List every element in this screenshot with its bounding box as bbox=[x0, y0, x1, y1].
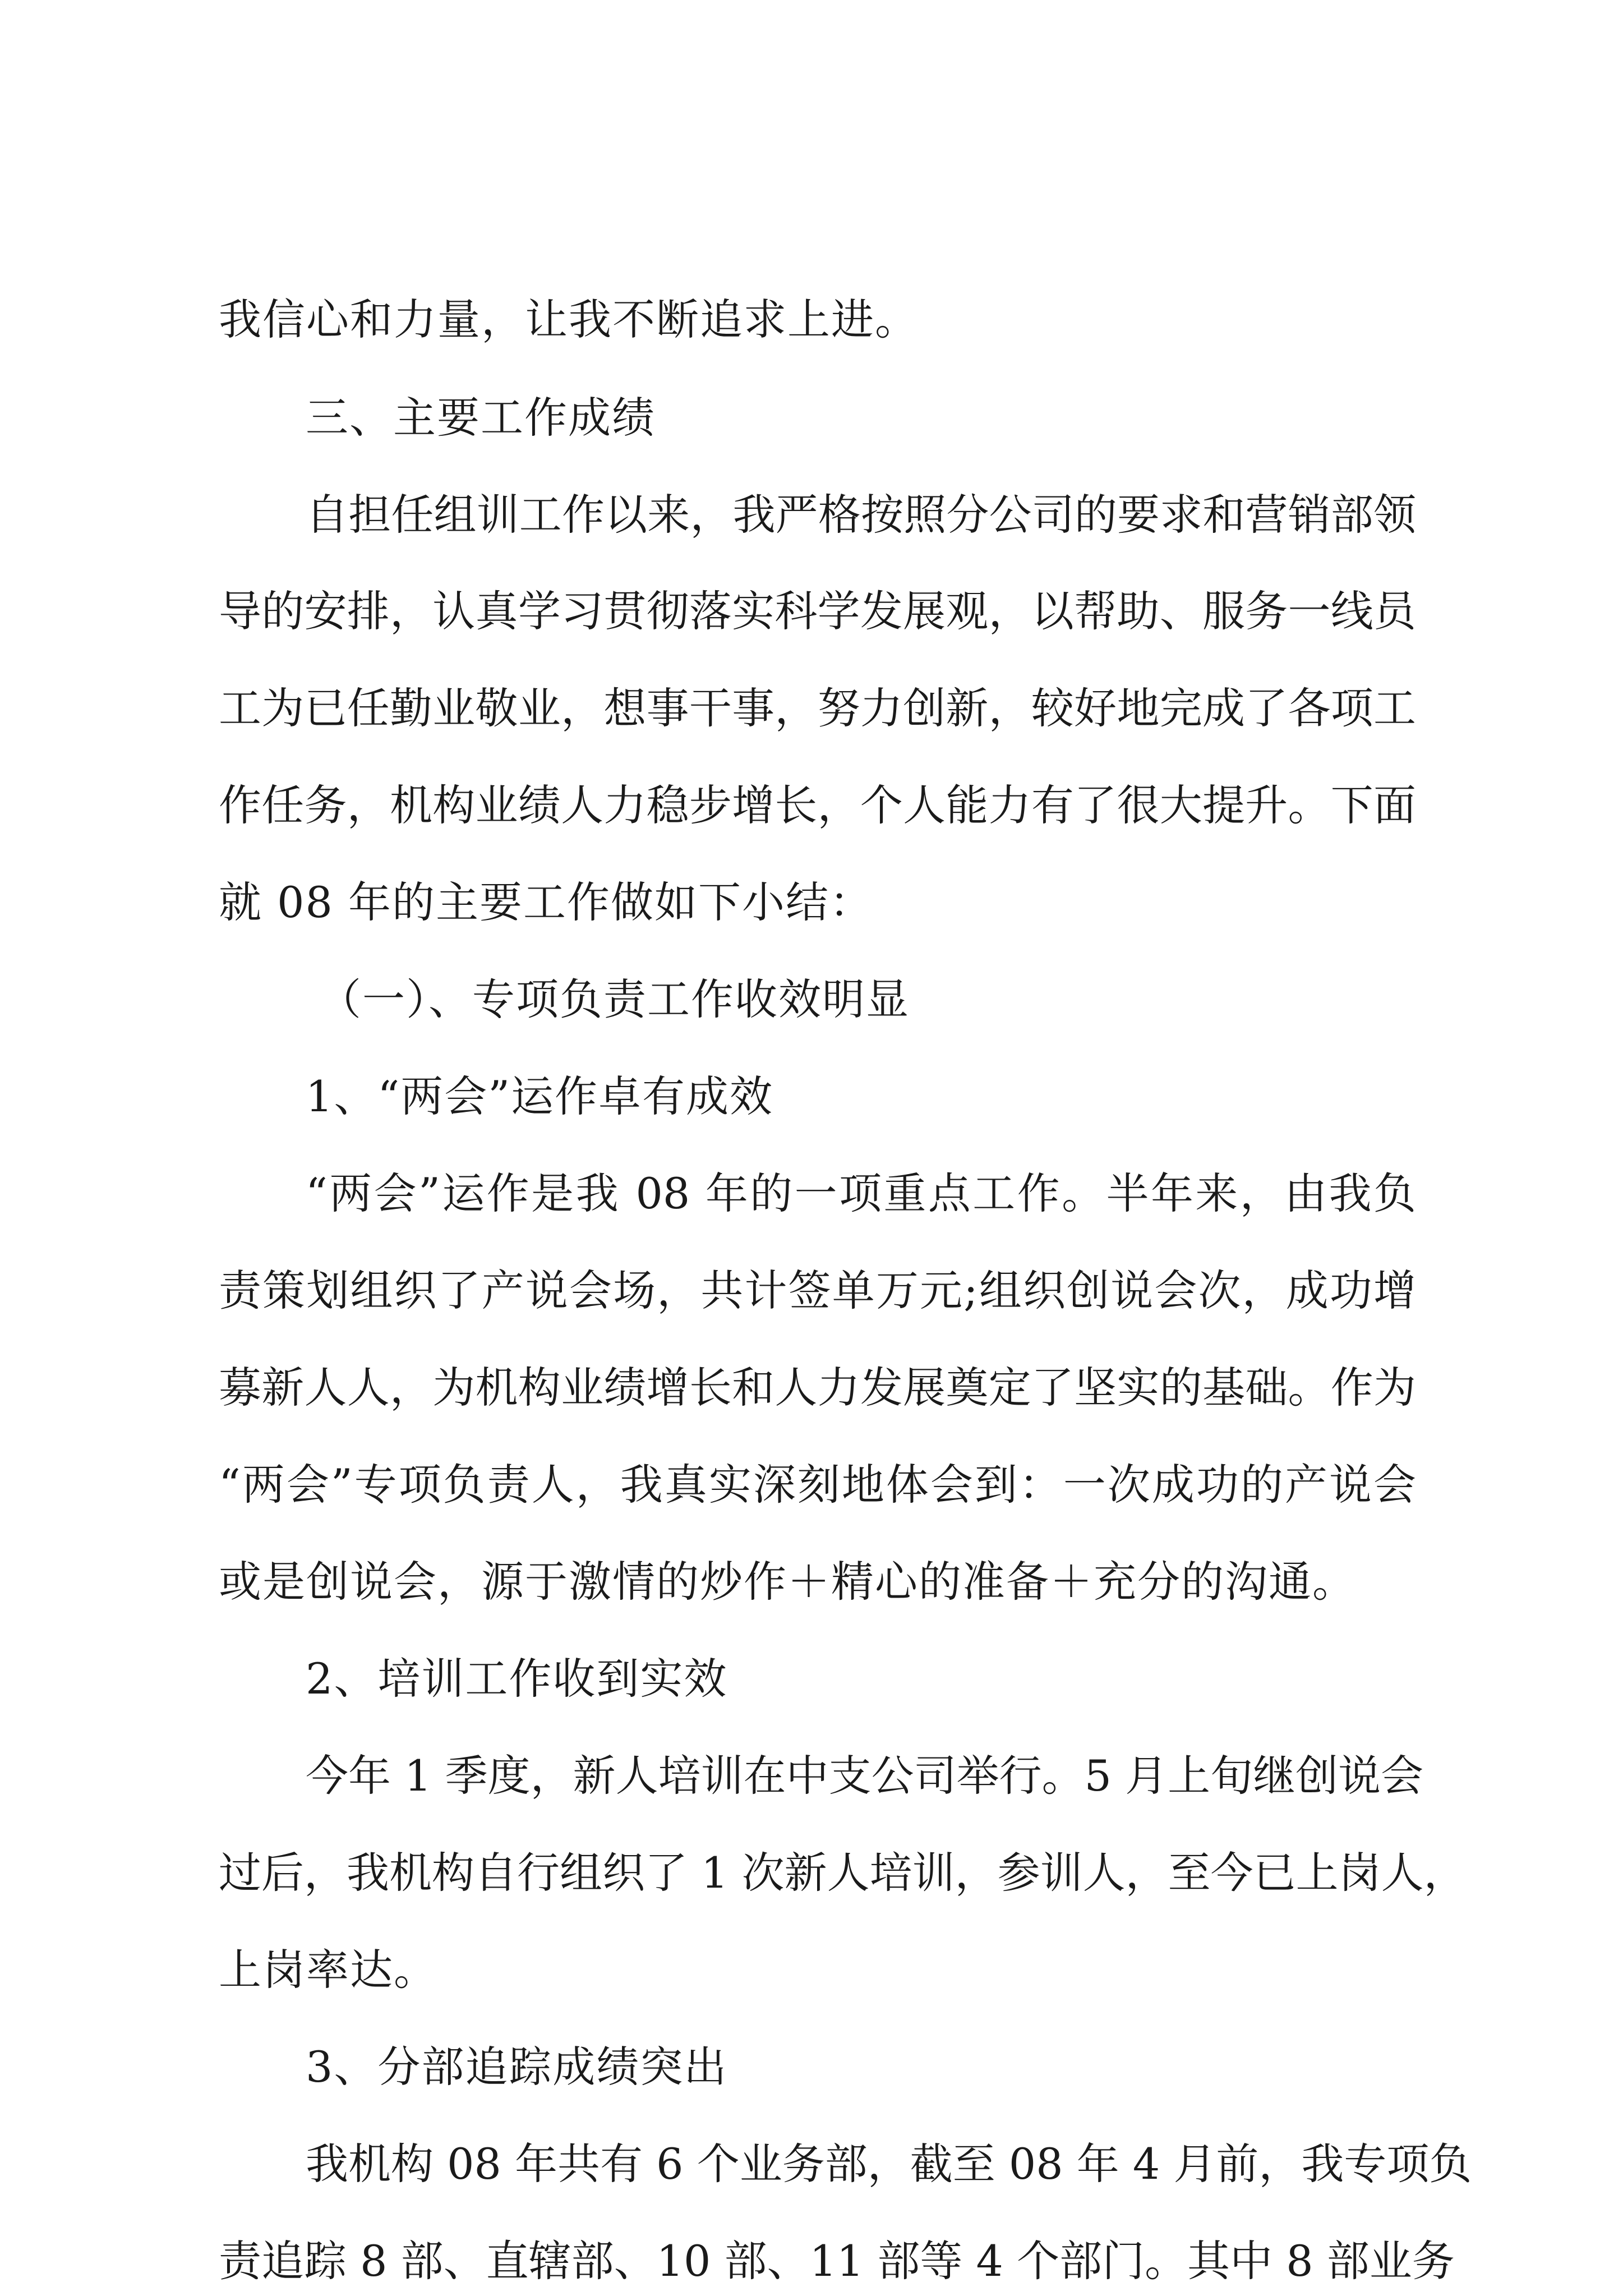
section-heading: 三、主要工作成绩 bbox=[306, 393, 656, 443]
text-line: 过后，我机构自行组织了 1 次新人培训，参训人，至今已上岗人， bbox=[219, 1848, 1467, 1898]
text-line: 导的安排，认真学习贯彻落实科学发展观，以帮助、服务一线员 bbox=[219, 586, 1416, 636]
text-line: 自担任组训工作以来，我严格按照分公司的要求和营销部领 bbox=[306, 490, 1416, 540]
item-heading: 1、“两会”运作卓有成效 bbox=[306, 1071, 774, 1121]
text-line: 我信心和力量，让我不断追求上进。 bbox=[219, 295, 919, 344]
text-line: “两会”专项负责人，我真实深刻地体会到：一次成功的产说会 bbox=[219, 1460, 1416, 1510]
text-line: 或是创说会，源于激情的炒作＋精心的准备＋充分的沟通。 bbox=[219, 1557, 1356, 1607]
text-line: 上岗率达。 bbox=[219, 1945, 437, 1995]
text-line: 今年 1 季度，新人培训在中支公司举行。5 月上旬继创说会 bbox=[306, 1751, 1424, 1801]
text-line: 作任务，机构业绩人力稳步增长，个人能力有了很大提升。下面 bbox=[219, 780, 1416, 830]
text-line: 就 08 年的主要工作做如下小结： bbox=[219, 877, 874, 927]
text-line: 工为已任勤业敬业，想事干事，努力创新，较好地完成了各项工 bbox=[219, 683, 1416, 733]
text-line: 我机构 08 年共有 6 个业务部，截至 08 年 4 月前，我专项负 bbox=[306, 2139, 1472, 2189]
text-line: 责追踪 8 部、直辖部、10 部、11 部等 4 个部门。其中 8 部业务 bbox=[219, 2236, 1455, 2286]
text-line: 责策划组织了产说会场，共计签单万元;组织创说会次，成功增 bbox=[219, 1266, 1416, 1315]
text-line: 募新人人，为机构业绩增长和人力发展奠定了坚实的基础。作为 bbox=[219, 1363, 1416, 1412]
subsection-heading: （一）、专项负责工作收效明显 bbox=[319, 974, 910, 1024]
item-heading: 3、分部追踪成绩突出 bbox=[306, 2042, 728, 2092]
text-line: “两会”运作是我 08 年的一项重点工作。半年来，由我负 bbox=[306, 1168, 1416, 1218]
item-heading: 2、培训工作收到实效 bbox=[306, 1654, 728, 1704]
